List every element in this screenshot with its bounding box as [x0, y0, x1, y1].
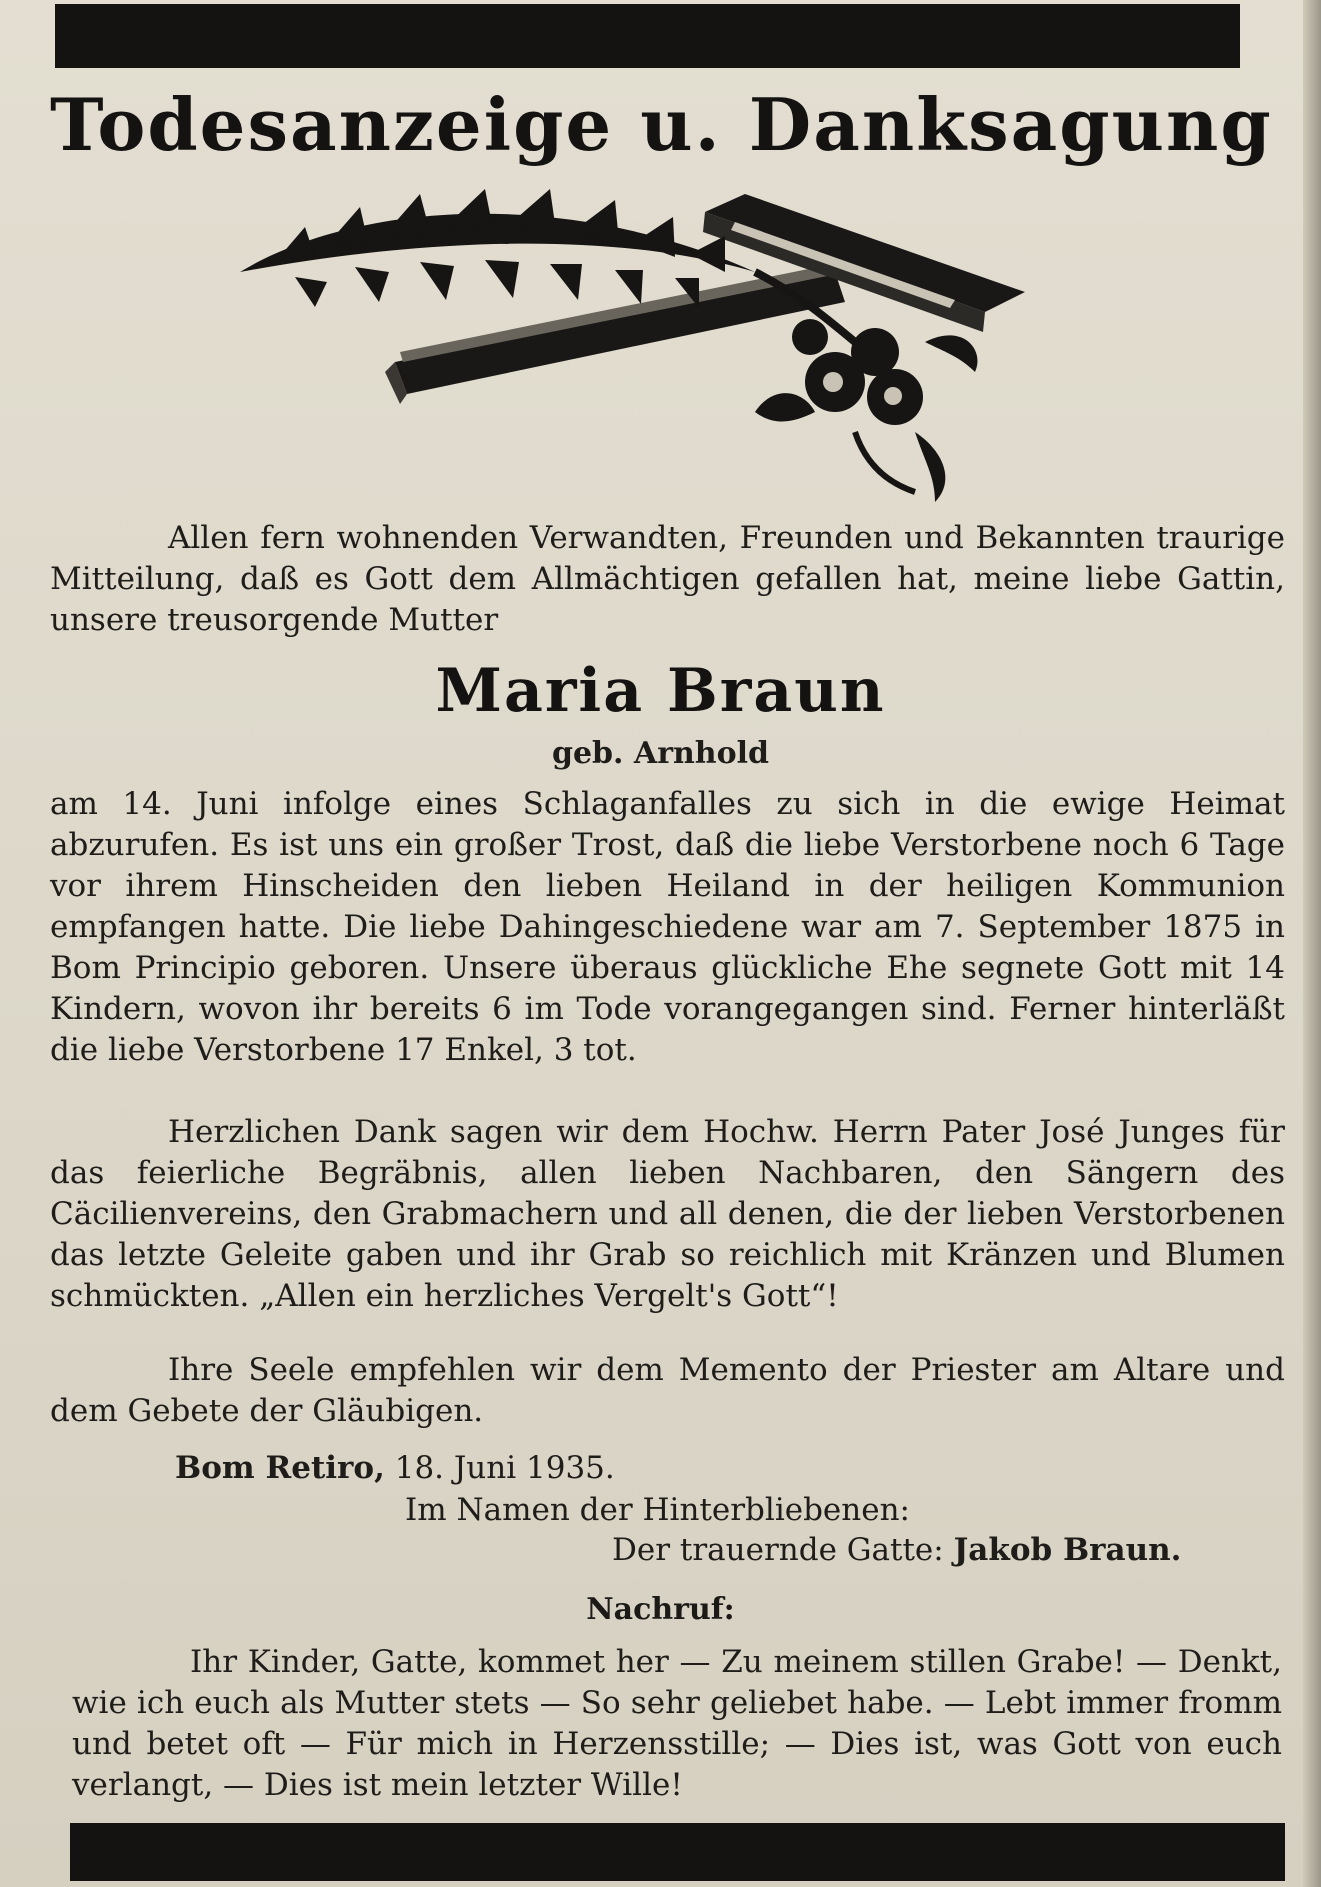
nachruf-poem: Ihr Kinder, Gatte, kommet her — Zu meinem stillen Grabe! — Denkt, wie ich euch als Mutter stets — So sehr geliebet habe. — Lebt immer fromm und betet oft — Für mich in Herzensstille; — Dies ist, was Gott von euch verlangt, — Dies ist mein letzter Wille!: [72, 1644, 1282, 1803]
top-border-rule: [55, 4, 1240, 68]
bottom-border-rule: [70, 1823, 1285, 1881]
deceased-name: Maria Braun: [435, 656, 886, 726]
prayer-paragraph: Ihre Seele empfehlen wir dem Memento der Priester am Altare und dem Gebete der Gläubigen.: [50, 1352, 1285, 1429]
cross-and-palm-emblem: [235, 182, 1105, 512]
signature-line: [612, 1532, 1181, 1568]
place: Bom Retiro,: [175, 1450, 385, 1486]
birth-name: geb. Arnhold: [551, 736, 770, 771]
signature-label: Der trauernde Gatte:: [612, 1532, 944, 1568]
nachruf-title: Nachruf:: [586, 1592, 735, 1627]
place-date-line: [175, 1450, 615, 1486]
on-behalf-line: Im Namen der Hinterbliebenen:: [405, 1492, 910, 1528]
signature-name: Jakob Braun.: [953, 1532, 1182, 1568]
notice-paragraph: am 14. Juni infolge eines Schlaganfalles zu sich in die ewige Heimat abzurufen. Es ist uns ein großer Trost, daß die liebe Verstorbene noch 6 Tage vor ihrem Hinscheiden den lieben Heiland in der heiligen Kommunion empfangen hatte. Die liebe Dahingeschiedene war am 7. September 1875 in Bom Principio geboren. Unsere überaus glückliche Ehe segnete Gott mit 14 Kindern, wovon ihr bereits 6 im Tode vorangegangen sind. Ferner hinterläßt die liebe Verstorbene 17 Enkel, 3 tot.: [50, 786, 1285, 1068]
thanks-paragraph: Herzlichen Dank sagen wir dem Hochw. Herrn Pater José Junges für das feierliche Begräbnis, allen lieben Nachbaren, den Sängern des Cäcilienvereins, den Grabmachern und all denen, die der lieben Verstorbenen das letzte Geleite gaben und ihr Grab so reichlich mit Kränzen und Blumen schmückten. „Allen ein herzliches Vergelt's Gott“!: [50, 1114, 1285, 1314]
intro-paragraph: Allen fern wohnenden Verwandten, Freunden und Bekannten traurige Mitteilung, daß es Gott dem Allmächtigen gefallen hat, meine liebe Gattin, unsere treusorgende Mutter: [50, 520, 1285, 638]
date: 18. Juni 1935.: [394, 1450, 615, 1486]
flower-bouquet-icon: [755, 319, 978, 502]
headline: Todesanzeige u. Danksagung: [50, 82, 1273, 167]
